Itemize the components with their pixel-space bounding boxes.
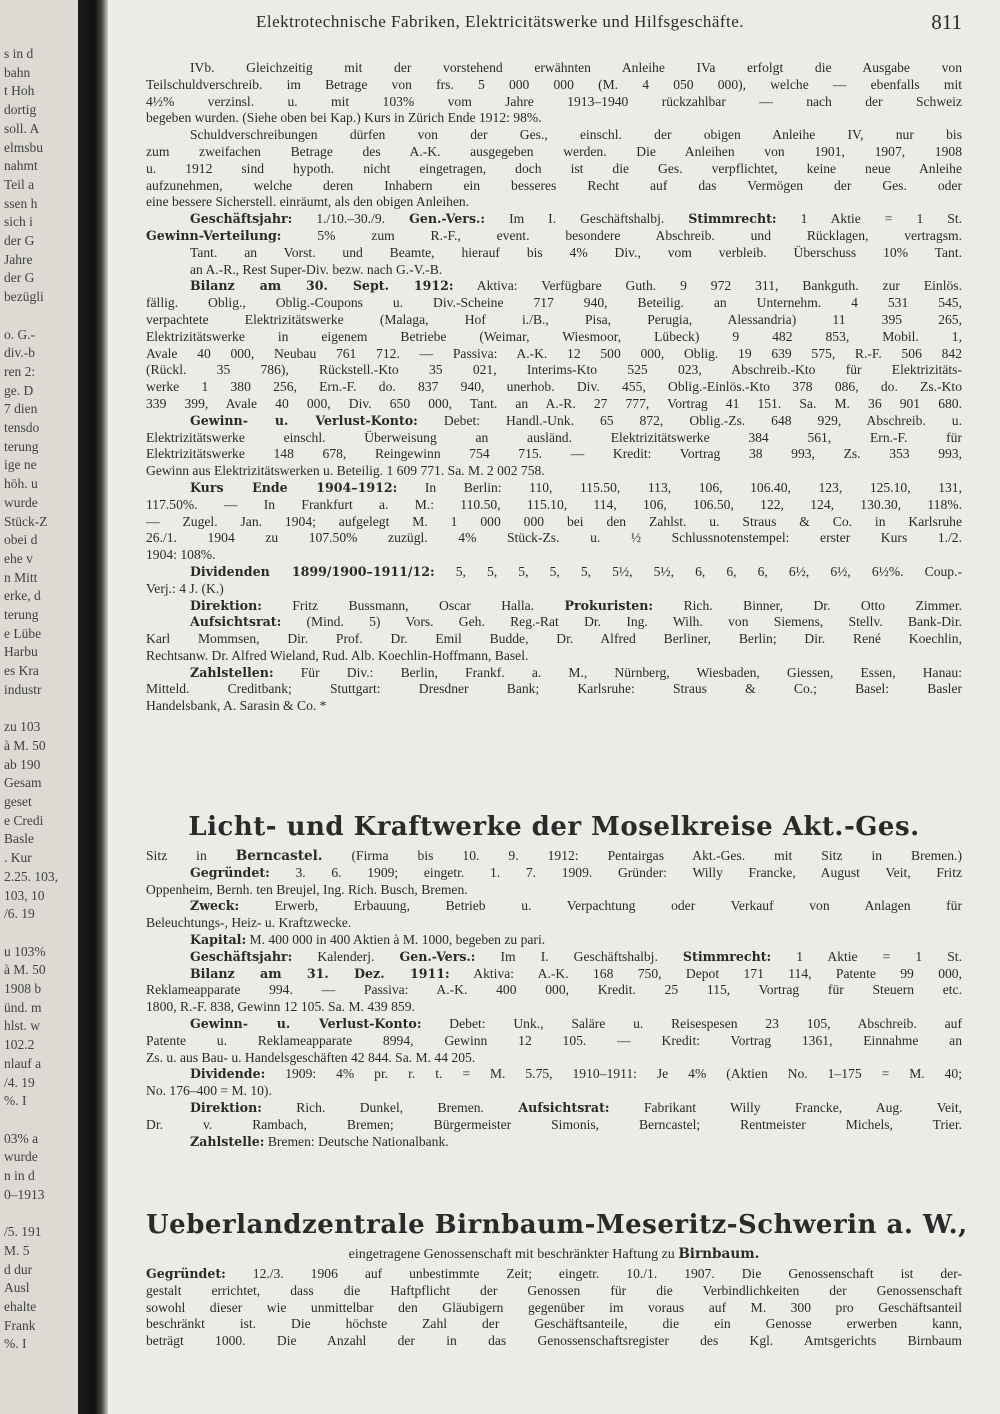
field-value: Im I. Geschäftshalbj. xyxy=(509,211,665,227)
field-value: Erwerb, Erbauung, Betrieb u. Verpachtung oder Verkauf von Anlagen für xyxy=(274,898,962,914)
field-value: Fabrikant Willy Francke, Aug. Veit, xyxy=(643,1099,962,1115)
field-value: Im I. Geschäftshalbj. xyxy=(500,948,658,964)
field-value: Debet: Handl.-Unk. 65 872, Oblig.-Zs. 648 929, Abschreib. u. xyxy=(443,412,962,428)
margin-fragment: der G xyxy=(4,233,35,248)
margin-fragment: Basle xyxy=(4,831,34,847)
text-line: Elektrizitätswerke in eigenem Betriebe (Weimar, Wiesmoor, Lübeck) 9 482 853, Mobil. 1, xyxy=(146,328,962,344)
field-label: Zweck: xyxy=(190,898,240,914)
field-value: Rich. Binner, Dr. Otto Zimmer. xyxy=(683,597,962,613)
margin-fragment: %. I xyxy=(4,1336,27,1352)
margin-fragment: 1908 b xyxy=(4,981,42,996)
margin-fragment: n in d xyxy=(4,1168,35,1183)
margin-fragment: bahn xyxy=(4,64,31,80)
text-line: verpachtete Elektrizitätswerke (Malaga, Hof i./B., Pisa, Perugia, Alessandria) 11 395 265, xyxy=(146,311,962,327)
field-label: Dividende: xyxy=(190,1066,266,1082)
text-line: u. 1912 sind hypoth. nicht eingetragen, doch ist die Ges. verpflichtet, keine neue Anleihe xyxy=(146,160,962,176)
margin-fragment: 0–1913 xyxy=(4,1186,45,1202)
field-label: Zahlstelle: xyxy=(190,1133,265,1149)
margin-fragment: 03% a xyxy=(4,1130,39,1146)
geschaeftsjahr-line xyxy=(146,211,962,228)
margin-fragment: Jahre xyxy=(4,251,33,267)
text-line: beschränkt ist. Die höchste Zahl der Geschäftsanteile, die ein Genosse erwerben kann, xyxy=(146,1316,962,1332)
field-label: Stimmrecht: xyxy=(688,211,777,227)
field-value: 12./3. 1906 auf unbestimmte Zeit; eingetr. 10./1. 1907. Die Genossenschaft ist der- xyxy=(252,1266,962,1281)
field-value: 1 Aktie = 1 St. xyxy=(800,211,962,227)
adjacent-page-edge xyxy=(0,0,78,1414)
section-moselkreise xyxy=(146,848,962,1150)
text-line: Teilschuldverschreib. im Betrage von frs. 5 000 000 (M. 4 050 000), welche — ebenfalls mit xyxy=(146,76,962,92)
dividenden-line xyxy=(146,564,962,581)
field-label: Bilanz am 30. Sept. 1912: xyxy=(190,278,454,294)
margin-fragment: obei d xyxy=(4,532,38,548)
text-line: Dr. v. Rambach, Bremen; Bürgermeister Simonis, Berncastel; Rentmeister Michels, Trier. xyxy=(146,1116,962,1132)
field-label: Geschäftsjahr: xyxy=(190,948,293,964)
field-value: 3. 6. 1909; eingetr. 1. 7. 1909. Gründer: Willy Francke, August Veit, Fritz xyxy=(295,864,962,880)
field-label: Geschäftsjahr: xyxy=(190,211,293,227)
text-line: zum zweifachen Betrage des A.-K. ausgegeben werden. Die Anleihen von 1901, 1907, 1908 xyxy=(146,143,962,159)
field-label: Zahlstellen: xyxy=(190,664,274,680)
margin-fragment: Teil a xyxy=(4,176,35,192)
dividende-line xyxy=(146,1066,962,1083)
margin-fragment: Gesam xyxy=(4,775,42,791)
margin-fragment: e Credi xyxy=(4,812,44,828)
margin-fragment: terung xyxy=(4,607,39,622)
field-label: Aufsichtsrat: xyxy=(190,614,282,630)
field-label: Kapital: xyxy=(190,931,247,947)
field-label: Kurs Ende 1904–1912: xyxy=(190,479,398,495)
text-line: Elektrizitätswerke einschl. Überweisung an ausländ. Elektrizitätswerke 384 561, Ern.-F. für xyxy=(146,429,962,445)
field-label: Bilanz am 31. Dez. 1911: xyxy=(190,965,450,981)
field-value: (Mind. 5) Vors. Geh. Reg.-Rat Dr. Ing. Wilh. von Siemens, Stellv. Bank-Dir. xyxy=(306,614,962,630)
margin-fragment: e Lübe xyxy=(4,625,42,641)
margin-fragment: t Hoh xyxy=(4,83,35,99)
margin-fragment: elmsbu xyxy=(4,139,43,155)
margin-fragment: ssen h xyxy=(4,195,38,211)
company-subheading xyxy=(146,1246,962,1263)
field-label: Gewinn- u. Verlust-Konto: xyxy=(190,412,418,428)
running-head-title: Elektrotechnische Fabriken, Elektricitätswerke und Hilfsgeschäfte. xyxy=(256,12,745,31)
margin-fragment: ge. D xyxy=(4,382,34,398)
margin-fragment: 7 dien xyxy=(4,401,38,417)
book-gutter xyxy=(78,0,108,1414)
zahlstelle-line xyxy=(146,1134,962,1151)
kapital-line xyxy=(146,932,962,949)
field-value: 1./10.–30./9. xyxy=(316,211,386,227)
field-label: Stimmrecht: xyxy=(682,948,772,964)
text-line: Patente u. Reklameapparate 8994, Gewinn 12 105. — Kredit: Vortrag 1361, Einnahme an xyxy=(146,1032,962,1048)
field-label: Prokuristen: xyxy=(564,597,654,613)
margin-fragment: d dur xyxy=(4,1261,33,1277)
field-value: Für Div.: Berlin, Frankf. a. M., Nürnberg, Wiesbaden, Giessen, Essen, Hanau: xyxy=(300,664,962,680)
field-value: 5, 5, 5, 5, 5, 5½, 5½, 6, 6, 6, 6½, 6½, 6½%. Coup.- xyxy=(455,563,962,579)
margin-fragment: tensdo xyxy=(4,420,40,435)
margin-fragment: wurde xyxy=(4,494,38,510)
field-label: Direktion: xyxy=(190,1099,262,1115)
field-label: Direktion: xyxy=(190,597,262,613)
margin-fragment: dortig xyxy=(4,102,37,118)
sitz-city: Berncastel. xyxy=(235,848,323,864)
margin-fragment: Harbu xyxy=(4,644,38,660)
text-line: No. 176–400 = M. 10). xyxy=(146,1083,272,1099)
margin-fragment: geset xyxy=(4,794,32,809)
margin-fragment: ige ne xyxy=(4,457,37,473)
field-label: Gewinn- u. Verlust-Konto: xyxy=(190,1015,422,1031)
margin-fragment: ren 2: xyxy=(4,363,36,379)
field-value: 1909: 4% pr. r. t. = M. 5.75, 1910–1911: Je 4% (Aktien No. 1–175 = M. 40; xyxy=(285,1066,962,1082)
margin-fragment: ab 190 xyxy=(4,756,41,772)
text-line: 26./1. 1904 zu 107.50% zuzügl. 4% Stück-Zs. u. ½ Schlussnotenstempel: erster Kurs 1./2. xyxy=(146,530,962,546)
field-value: Fritz Bussmann, Oscar Halla. xyxy=(292,597,535,613)
section-birnbaum xyxy=(146,1266,962,1350)
field-value: In Berlin: 110, 115.50, 113, 106, 106.40, 123, 125.10, 131, xyxy=(424,479,962,495)
subheading-city: Birnbaum. xyxy=(678,1246,760,1262)
text-line: Karl Mommsen, Dir. Prof. Dr. Emil Budde, Dr. Alfred Berliner, Berlin; Dir. René Koechlin, xyxy=(146,631,962,647)
text-line: Verj.: 4 J. (K.) xyxy=(146,580,224,596)
text-line: Gewinn aus Elektrizitätswerken u. Beteilig. 1 609 771. Sa. M. 2 002 758. xyxy=(146,463,545,479)
margin-fragment: hlst. w xyxy=(4,1018,41,1034)
company-heading-birnbaum: Ueberlandzentrale Birnbaum-Meseritz-Schwerin a. W., xyxy=(146,1210,968,1240)
margin-fragment: 103, 10 xyxy=(4,887,45,903)
sitz-prefix: Sitz in xyxy=(146,848,207,863)
text-line: 1800, R.-F. 838, Gewinn 12 105. Sa. M. 439 859. xyxy=(146,999,415,1015)
field-label: Gen.-Vers.: xyxy=(409,211,486,227)
guv-line xyxy=(146,413,962,430)
bilanz-line xyxy=(146,966,962,983)
margin-fragment: zu 103 xyxy=(4,719,41,735)
text-line: — Zugel. Jan. 1904; aufgelegt M. 1 000 000 bei den Zahlst. u. Straus & Co. in Karlsruhe xyxy=(146,513,962,529)
page-number: 811 xyxy=(931,10,962,34)
field-label: Gewinn-Verteilung: xyxy=(146,227,282,243)
field-value: Kalenderj. xyxy=(317,948,375,964)
margin-fragment: n Mitt xyxy=(4,569,38,585)
margin-fragment: es Kra xyxy=(4,663,39,679)
margin-fragment: ehe v xyxy=(4,550,33,566)
text-line: Avale 40 000, Neubau 761 712. — Passiva: A.-K. 12 500 000, Oblig. 19 639 575, R.-F. 506 842 xyxy=(146,345,962,361)
text-line: (Rückl. 35 786), Rückstell.-Kto 35 021, Interims-Kto 525 023, Abschreib.-Kto für Elektrizitäts- xyxy=(146,362,962,378)
field-label: Gegründet: xyxy=(146,1266,226,1281)
text-line: fällig. Oblig., Oblig.-Coupons u. Div.-Scheine 717 940, Beteilig. an Unternehm. 4 531 545, xyxy=(146,295,962,311)
margin-fragment: %. I xyxy=(4,1093,27,1109)
margin-fragment: Ausl xyxy=(4,1280,30,1296)
company-heading-moselkreise: Licht- und Kraftwerke der Moselkreise Akt.-Ges. xyxy=(188,812,920,842)
text-line: beträgt 1000. Die Anzahl der in das Genossenschaftsregister des Kgl. Amtsgerichts Birnbaum xyxy=(146,1333,962,1349)
margin-fragment: /4. 19 xyxy=(4,1074,35,1090)
margin-fragment: erke, d xyxy=(4,588,41,604)
margin-fragment: u 103% xyxy=(4,943,46,959)
text-line: 117.50%. — In Frankfurt a. M.: 110.50, 115.10, 114, 106, 106.50, 122, 124, 130.30, 118%. xyxy=(146,496,962,512)
gegruendet-line xyxy=(146,1266,962,1283)
margin-fragment: industr xyxy=(4,681,42,697)
margin-fragment: ehalte xyxy=(4,1298,37,1314)
text-line: sowohl dieser wie unmittelbar den Gläubigern gegenüber im voraus auf M. 300 pro Geschäftsanteil xyxy=(146,1299,962,1315)
text-line: 4½% verzinsl. u. mit 103% vom Jahre 1913–1940 rückzahlbar — nach der Schweiz xyxy=(146,93,962,109)
text-line: eine bessere Sicherstell. einräumt, als den obigen Anleihen. xyxy=(146,194,470,210)
margin-fragment: terung xyxy=(4,438,39,454)
geschaeftsjahr-line xyxy=(146,949,962,966)
field-value: Aktiva: A.-K. 168 750, Depot 171 114, Patente 99 000, xyxy=(473,965,962,981)
field-value: Bremen: Deutsche Nationalbank. xyxy=(267,1133,449,1149)
guv-line xyxy=(146,1016,962,1033)
sitz-rest: (Firma bis 10. 9. 1912: Pentairgas Akt.-Ges. mit Sitz in Bremen.) xyxy=(351,848,962,863)
field-value: Debet: Unk., Saläre u. Reisespesen 23 105, Abschreib. auf xyxy=(449,1015,962,1031)
margin-fragment: . Kur xyxy=(4,850,32,866)
field-label: Aufsichtsrat: xyxy=(518,1099,610,1115)
margin-fragment: Frank xyxy=(4,1317,36,1333)
margin-fragment: o. G.- xyxy=(4,326,36,342)
margin-fragment: à M. 50 xyxy=(4,737,46,753)
direktion-line xyxy=(146,598,962,615)
text-line: begeben wurden. (Siehe oben bei Kap.) Kurs in Zürich Ende 1912: 98%. xyxy=(146,110,542,126)
gegruendet-line xyxy=(146,865,962,882)
margin-fragment: der G xyxy=(4,270,35,286)
margin-fragment: /6. 19 xyxy=(4,906,35,922)
margin-fragment: bezügli xyxy=(4,289,44,305)
text-line: Mitteld. Creditbank; Stuttgart: Dresdner Bank; Karlsruhe: Straus & Co.; Basel: Basler xyxy=(146,681,962,697)
field-label: Gen.-Vers.: xyxy=(399,948,476,964)
field-value: 5% zum R.-F., event. besondere Abschreib. und Rücklagen, vertragsm. xyxy=(317,227,962,243)
text-line: Schuldverschreibungen dürfen von der Ges., einschl. der obigen Anleihe IV, nur bis xyxy=(190,127,962,143)
field-label: Gegründet: xyxy=(190,864,270,880)
margin-fragment: ünd. m xyxy=(4,999,42,1015)
text-line: Beleuchtungs-, Heiz- u. Kraftzwecke. xyxy=(146,915,352,931)
margin-fragment: sich i xyxy=(4,214,33,230)
margin-fragment: nlauf a xyxy=(4,1055,42,1071)
text-line: Rechtsanw. Dr. Alfred Wieland, Rud. Alb. Koechlin-Hoffmann, Basel. xyxy=(146,647,529,663)
margin-fragment: nahmt xyxy=(4,158,38,174)
field-label: Dividenden 1899/1900–1911/12: xyxy=(190,563,435,579)
section-anleihe-continued xyxy=(146,60,962,715)
gewinn-verteilung-line xyxy=(146,228,962,245)
text-line: Reklameapparate 994. — Passiva: A.-K. 400 000, Kredit. 25 115, Vortrag für Steuern etc. xyxy=(146,982,962,998)
running-head xyxy=(256,10,964,40)
text-line: 339 399, Avale 40 000, Div. 650 000, Tant. an A.-R. 27 777, Vortrag 41 151. Sa. M. 36 901 680. xyxy=(146,395,962,411)
margin-fragment: 2.25. 103, xyxy=(4,868,58,884)
text-line: Elektrizitätswerke 148 678, Reingewinn 754 715. — Kredit: Vortrag 38 993, Zs. 353 993, xyxy=(146,446,962,462)
margin-fragment: 102.2 xyxy=(4,1037,35,1053)
text-line: werke 1 380 256, Ern.-F. do. 837 940, unerhob. Div. 455, Oblig.-Einlös.-Kto 378 086, do. Zs.-Kto xyxy=(146,379,962,395)
margin-fragment: soll. A xyxy=(4,120,40,136)
direktion-line xyxy=(146,1100,962,1117)
zweck-line xyxy=(146,898,962,915)
text-line: Oppenheim, Bernh. ten Breujel, Ing. Rich. Busch, Bremen. xyxy=(146,881,468,897)
text-line: an A.-R., Rest Super-Div. bezw. nach G.-V.-B. xyxy=(190,261,443,277)
bilanz-line xyxy=(146,278,962,295)
text-line: aufzunehmen, welche deren Inhabern ein besseres Recht auf das Vermögen der Ges. oder xyxy=(146,177,962,193)
margin-fragment: M. 5 xyxy=(4,1242,30,1258)
margin-fragment: div.-b xyxy=(4,345,35,361)
text-line: 1904: 108%. xyxy=(146,547,216,563)
field-value: M. 400 000 in 400 Aktien à M. 1000, begeben zu pari. xyxy=(249,931,546,947)
margin-fragment: s in d xyxy=(4,46,34,61)
page-content xyxy=(146,0,968,1414)
text-line: Zs. u. aus Bau- u. Handelsgeschäften 42 844. Sa. M. 44 205. xyxy=(146,1049,476,1065)
text-line: Tant. an Vorst. und Beamte, hierauf bis 4% Div., vom verbleib. Überschuss 10% Tant. xyxy=(190,244,962,260)
text-line: Handelsbank, A. Sarasin & Co. * xyxy=(146,698,327,714)
aufsichtsrat-line xyxy=(146,614,962,631)
kurs-line xyxy=(146,480,962,497)
margin-fragment: Stück-Z xyxy=(4,513,48,529)
subheading-text: eingetragene Genossenschaft mit beschränkter Haftung zu xyxy=(348,1247,675,1262)
margin-fragment: à M. 50 xyxy=(4,962,46,978)
text-line: IVb. Gleichzeitig mit der vorstehend erwähnten Anleihe IVa erfolgt die Ausgabe von xyxy=(190,60,962,75)
text-line: gestalt errichtet, dass die Haftpflicht der Genossen für die Verbindlichkeiten der Genossenschaft xyxy=(146,1282,962,1298)
field-value: 1 Aktie = 1 St. xyxy=(796,948,962,964)
zahlstellen-line xyxy=(146,665,962,682)
margin-fragment: höh. u xyxy=(4,476,38,492)
field-value: Aktiva: Verfügbare Guth. 9 972 311, Bankguth. zur Einlös. xyxy=(476,278,962,294)
margin-fragment: wurde xyxy=(4,1149,38,1165)
sitz-line xyxy=(146,848,962,865)
field-value: Rich. Dunkel, Bremen. xyxy=(296,1099,484,1115)
margin-fragment: /5. 191 xyxy=(4,1224,42,1240)
